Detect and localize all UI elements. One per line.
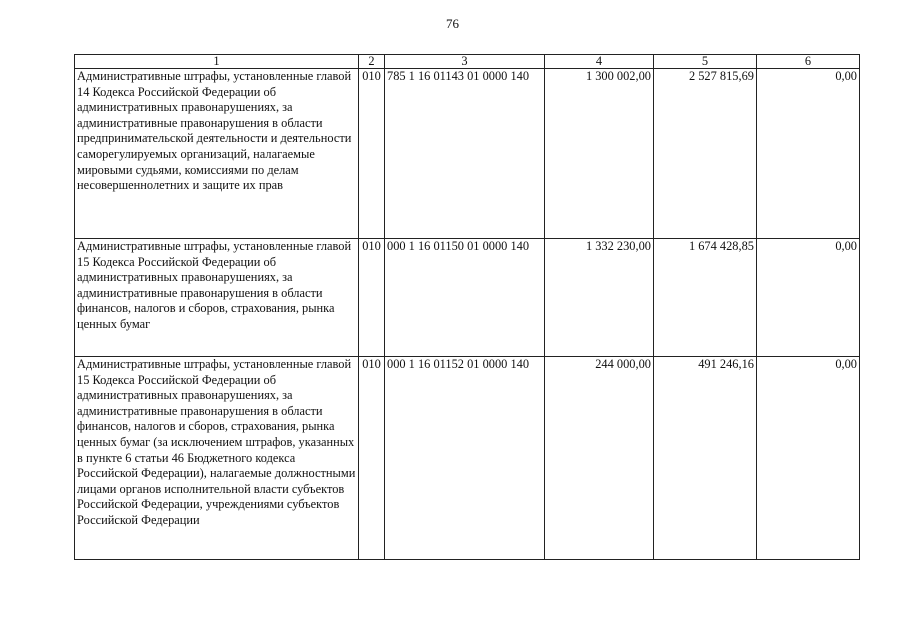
page-number: 76 [446,16,459,31]
table-row [75,357,860,560]
table-row [75,69,860,239]
column-header-6: 6 [757,55,860,69]
column-header-4: 4 [545,55,654,69]
row-col4-value: 244 000,00 [545,357,654,560]
row-col6-value: 0,00 [757,357,860,560]
row-col5-value: 1 674 428,85 [654,239,757,357]
column-header-2: 2 [359,55,385,69]
row-col5-value: 2 527 815,69 [654,69,757,239]
row-description: Административные штрафы, установленные главой 15 Кодекса Российской Федерации об административных правонарушениях, за административные правонарушения в области финансов, налогов и сборов, страхования, рынка ценных бумаг (за исключением штрафов, указанных в пункте 6 статьи 46 Бюджетного кодекса Российской Федерации), налагаемые должностными лицами органов исполнительной власти субъектов Российской Федерации, учреждениями субъектов Российской Федерации [75,357,359,560]
row-description: Административные штрафы, установленные главой 15 Кодекса Российской Федерации об административных правонарушениях, за административные правонарушения в области финансов, налогов и сборов, страхования, рынка ценных бумаг [75,239,359,357]
row-budget-classification-code: 785 1 16 01143 01 0000 140 [385,69,545,239]
table-row [75,239,860,357]
budget-table [74,54,860,560]
column-header-1: 1 [75,55,359,69]
row-budget-classification-code: 000 1 16 01152 01 0000 140 [385,357,545,560]
row-col4-value: 1 300 002,00 [545,69,654,239]
row-col6-value: 0,00 [757,239,860,357]
row-line-code: 010 [359,357,385,560]
row-description: Административные штрафы, установленные главой 14 Кодекса Российской Федерации об административных правонарушениях, за административные правонарушения в области предпринимательской деятельности и деятельности саморегулируемых организаций, налагаемые мировыми судьями, комиссиями по делам несовершеннолетних и защите их прав [75,69,359,239]
row-col5-value: 491 246,16 [654,357,757,560]
column-number-row [75,55,860,69]
row-col4-value: 1 332 230,00 [545,239,654,357]
row-line-code: 010 [359,239,385,357]
row-line-code: 010 [359,69,385,239]
row-col6-value: 0,00 [757,69,860,239]
column-header-5: 5 [654,55,757,69]
row-budget-classification-code: 000 1 16 01150 01 0000 140 [385,239,545,357]
column-header-3: 3 [385,55,545,69]
